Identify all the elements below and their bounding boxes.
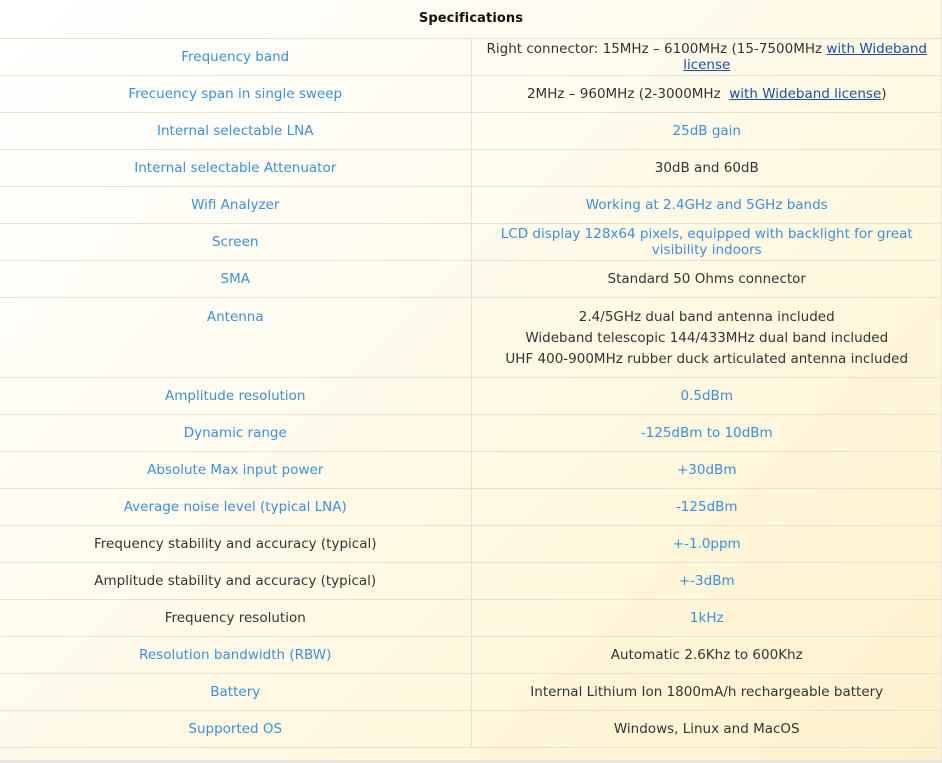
table-row	[0, 673, 942, 710]
spec-label: Frequency stability and accuracy (typical)	[0, 525, 471, 562]
spec-label: Wifi Analyzer	[0, 186, 471, 223]
spec-value-text: Right connector: 15MHz – 6100MHz (15-7500MHz	[486, 40, 827, 57]
spec-label: Average noise level (typical LNA)	[0, 488, 471, 525]
table-body	[0, 38, 942, 747]
spec-label: Frequency resolution	[0, 599, 471, 636]
spec-value-text: 2MHz – 960MHz (2-3000MHz	[526, 85, 730, 102]
spec-label: Battery	[0, 673, 471, 710]
spec-value: Automatic 2.6Khz to 600Khz	[471, 636, 942, 673]
spec-value-line: 2.4/5GHz dual band antenna included	[578, 308, 835, 325]
spec-value: Standard 50 Ohms connector	[471, 260, 942, 297]
spec-label: Frequency band	[0, 38, 471, 75]
table-row	[0, 377, 942, 414]
spec-label: Amplitude stability and accuracy (typical)	[0, 562, 471, 599]
spec-value-line: Wideband telescopic 144/433MHz dual band included	[525, 329, 889, 346]
spec-value: LCD display 128x64 pixels, equipped with backlight for great visibility indoors	[471, 223, 942, 260]
table-row	[0, 488, 942, 525]
spec-value: 1kHz	[471, 599, 942, 636]
spec-value: Windows, Linux and MacOS	[471, 710, 942, 747]
spec-value: +-3dBm	[471, 562, 942, 599]
spec-label: Screen	[0, 223, 471, 260]
table-row	[0, 223, 942, 260]
spec-value: 0.5dBm	[471, 377, 942, 414]
spec-value-line: UHF 400-900MHz rubber duck articulated antenna included	[505, 350, 909, 367]
spec-label: Antenna	[0, 297, 471, 377]
table-row	[0, 710, 942, 747]
spec-label: Amplitude resolution	[0, 377, 471, 414]
table-row	[0, 599, 942, 636]
spec-value: +-1.0ppm	[471, 525, 942, 562]
table-row	[0, 38, 942, 75]
wideband-license-link[interactable]: with Wideband license	[683, 40, 927, 73]
table-row	[0, 297, 942, 377]
spec-value: -125dBm	[471, 488, 942, 525]
spec-value: Internal Lithium Ion 1800mA/h rechargeable battery	[471, 673, 942, 710]
spec-value: +30dBm	[471, 451, 942, 488]
table-row	[0, 186, 942, 223]
spec-value	[471, 38, 942, 75]
table-row	[0, 451, 942, 488]
spec-label: Dynamic range	[0, 414, 471, 451]
spec-label: Supported OS	[0, 710, 471, 747]
table-header-row	[0, 0, 942, 38]
spec-label: Absolute Max input power	[0, 451, 471, 488]
spec-value-suffix: )	[881, 85, 887, 102]
table-row	[0, 75, 942, 112]
spec-value	[471, 297, 942, 377]
table-row	[0, 260, 942, 297]
spec-label: Internal selectable Attenuator	[0, 149, 471, 186]
table-row	[0, 414, 942, 451]
spec-value: -125dBm to 10dBm	[471, 414, 942, 451]
spec-label: Internal selectable LNA	[0, 112, 471, 149]
table-row	[0, 149, 942, 186]
spec-value: 30dB and 60dB	[471, 149, 942, 186]
spec-label: Frecuency span in single sweep	[0, 75, 471, 112]
table-row	[0, 636, 942, 673]
wideband-license-link[interactable]: with Wideband license	[729, 85, 882, 102]
spec-label: SMA	[0, 260, 471, 297]
spec-value: Working at 2.4GHz and 5GHz bands	[471, 186, 942, 223]
spec-value	[471, 75, 942, 112]
table-row	[0, 525, 942, 562]
spec-value: 25dB gain	[471, 112, 942, 149]
table-row	[0, 112, 942, 149]
table-row	[0, 562, 942, 599]
table-title: Specifications	[0, 0, 942, 38]
spec-label: Resolution bandwidth (RBW)	[0, 636, 471, 673]
